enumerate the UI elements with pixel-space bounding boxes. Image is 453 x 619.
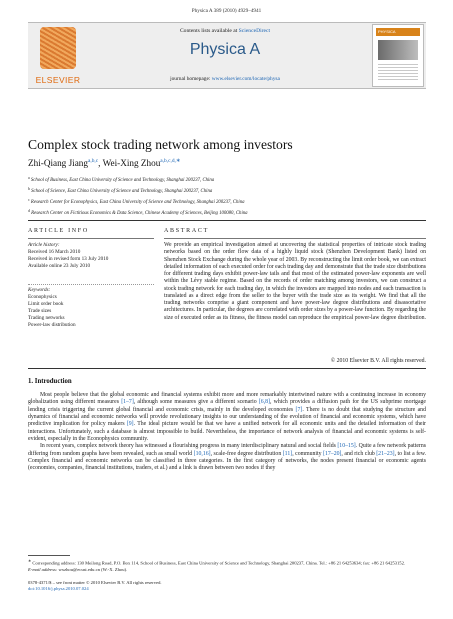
author-separator: , bbox=[98, 158, 103, 168]
article-title: Complex stock trading network among investors bbox=[28, 137, 293, 152]
paragraph-text: , and rich club bbox=[341, 450, 377, 457]
citation-reference[interactable]: [9] bbox=[126, 421, 134, 428]
author-affiliation-marks[interactable]: a,b,c,d,∗ bbox=[160, 158, 181, 164]
affiliation-mark: a bbox=[28, 176, 30, 180]
citation-reference[interactable]: [11] bbox=[282, 450, 293, 457]
received-date: Received 16 March 2010 bbox=[28, 248, 81, 255]
revised-date: Received in revised form 13 July 2010 bbox=[28, 255, 109, 262]
contents-available-line bbox=[90, 28, 360, 34]
keyword-item: Trading networks bbox=[28, 314, 65, 321]
homepage-link[interactable]: www.elsevier.com/locate/physa bbox=[211, 76, 280, 82]
author-name: Wei-Xing Zhou bbox=[102, 158, 161, 168]
affiliation-text: Research Center for Econophysics, East China University of Science and Technology, Shanghai 200237, China bbox=[30, 200, 245, 205]
paragraph-text: , community bbox=[292, 450, 324, 457]
footnote-divider bbox=[28, 555, 70, 556]
citation-reference[interactable]: [10,16] bbox=[193, 450, 211, 457]
affiliation-item bbox=[28, 196, 428, 207]
paragraph-text: , which provides a diffusion path for the US subprime mortgage lending crisis triggering the current global financial and economic crisis, mainly in the developed economies bbox=[28, 399, 426, 413]
affiliations-list bbox=[28, 174, 428, 218]
author-name: Zhi-Qiang Jiang bbox=[28, 158, 88, 168]
keyword-item: Trade sizes bbox=[28, 307, 52, 314]
elsevier-logo bbox=[30, 24, 86, 87]
citation-reference[interactable]: [6,8] bbox=[258, 399, 270, 406]
journal-title: Physica A bbox=[189, 41, 261, 58]
paragraph-text: In recent years, complex network theory has witnessed a flourishing progress in many interdisciplinary natural and social fields bbox=[40, 443, 338, 450]
affiliation-item bbox=[28, 174, 428, 185]
sciencedirect-link[interactable]: ScienceDirect bbox=[238, 28, 271, 34]
divider bbox=[28, 284, 154, 285]
citation-reference[interactable]: [21–23] bbox=[376, 450, 395, 457]
affiliation-item bbox=[28, 185, 428, 196]
paragraph-text: Most people believe that the global economic and financial systems exhibit more and more remarkably intertwined nature with a continuing increase in economy globalization using different measures bbox=[28, 392, 426, 406]
paragraph-text: . The ideal picture would be that we have a unified network for all economic units and the detailed information of their interactions. Unfortunately, such a database is almost impossible to build. Nevertheless, the importance of network analysis of financial and economic systems is self-evident, especially in the Econophysics community. bbox=[28, 421, 426, 443]
affiliation-mark: d bbox=[28, 209, 30, 213]
journal-citation: Physica A 389 (2010) 4929–4941 bbox=[191, 8, 262, 14]
keywords-label: Keywords: bbox=[28, 287, 51, 293]
citation-reference[interactable]: [1–7] bbox=[121, 399, 134, 406]
corresponding-author-footnote bbox=[28, 558, 426, 573]
cover-text-lines bbox=[378, 64, 418, 82]
keyword-item: Power-law distribution bbox=[28, 321, 76, 328]
article-history bbox=[28, 242, 154, 270]
paragraph-text: , although some measures give a different scenario bbox=[133, 399, 259, 406]
author-line bbox=[28, 158, 428, 168]
paragraph-text: , to list a few. Complex financial and economic networks can be classified in three categories. In the first category of networks, the nodes present financial or economic agents (economies, companies, financial institutions, traders, et al.) and a link is drawn between two nodes if they bbox=[28, 450, 427, 472]
affiliation-mark: c bbox=[28, 198, 30, 202]
journal-cover-thumbnail bbox=[372, 24, 424, 87]
affiliation-text: School of Business, East China University of Science and Technology, Shanghai 200237, China bbox=[30, 178, 215, 183]
affiliation-text: School of Science, East China University of Science and Technology, Shanghai 200237, China bbox=[31, 189, 213, 194]
author-affiliation-marks[interactable]: a,b,c bbox=[87, 158, 99, 164]
journal-homepage-line bbox=[90, 76, 360, 82]
paragraph-text: . Quite a few network patterns differing from random graphs have been revealed, such as small world bbox=[28, 443, 426, 457]
keyword-item: Limit order book bbox=[28, 300, 64, 307]
abstract-heading: ABSTRACT bbox=[164, 228, 209, 234]
paragraph bbox=[28, 392, 426, 443]
divider bbox=[164, 238, 426, 239]
homepage-prefix: journal homepage: bbox=[170, 76, 212, 82]
cover-image bbox=[378, 40, 418, 60]
footnote-text: Corresponding address: 130 Meilong Road, P.O. Box 114, School of Business, East China University of Science and Technology, Shanghai 200237, China. Tel.: +86 21 64253634; fax: +86 21 64253152. bbox=[32, 560, 406, 566]
keyword-item: Econophysics bbox=[28, 293, 57, 300]
history-label: Article history: bbox=[28, 242, 60, 248]
cover-label: PHYSICA bbox=[378, 29, 396, 34]
elsevier-tree-icon bbox=[40, 27, 76, 69]
divider bbox=[28, 368, 426, 369]
introduction-body bbox=[28, 392, 426, 473]
divider bbox=[28, 220, 426, 221]
footnote-mark: ∗ bbox=[28, 559, 32, 563]
paragraph bbox=[28, 443, 426, 472]
abstract-text: We provide an empirical investigation aimed at uncovering the statistical properties of intricate stock trading networks based on the order flow data of a highly liquid stock (Shenzhen Development Bank) listed on Shenzhen Stock Exchange during the whole year of 2003. By reconstructing the limit order book, we can extract detailed information of each executed order for each trading day and demonstrate that the trade size distributions for different trading days exhibit power-law tails and that most of the estimated power-law exponents are well within the Lévy stable regime. Based on the records of order matching among investors, we can construct a stock trading network for each trading day, in which the investors are mapped into nodes and each transaction is translated as a direct edge from the seller to the buyer with the trade size as its weight. We find that all the trading networks comprise a giant component and have power-law degree distributions and disassortative architectures. In particular, the degrees are correlated with order sizes by a power-law function. By regarding the size of executed order as its fitness, the fitness model can reproduce the empirical power-law degree distribution. bbox=[164, 242, 426, 321]
elsevier-wordmark: ELSEVIER bbox=[35, 75, 81, 85]
affiliation-text: Research Center on Fictitious Economics & Data Science, Chinese Academy of Sciences, Beijing 100080, China bbox=[31, 211, 248, 216]
doi-link[interactable]: doi:10.1016/j.physa.2010.07.024 bbox=[28, 586, 89, 592]
section-heading-introduction: 1. Introduction bbox=[28, 378, 72, 385]
paragraph-text: . There is no doubt that studying the structure and dynamics of financial and economic networks will provide revolutionary insights to our understanding of the evolution of financial and economic systems, which have predictive implication for policy makers bbox=[28, 406, 426, 428]
divider bbox=[28, 238, 154, 239]
online-date: Available online 23 July 2010 bbox=[28, 262, 91, 269]
citation-reference[interactable]: [7] bbox=[295, 406, 303, 413]
paragraph-text: , scale-free degree distribution bbox=[210, 450, 283, 457]
affiliation-mark: b bbox=[28, 187, 30, 191]
email-address[interactable]: wxzhou@ecust.edu.cn (W.-X. Zhou). bbox=[58, 566, 128, 572]
citation-reference[interactable]: [17–20] bbox=[323, 450, 342, 457]
email-label: E-mail address: bbox=[28, 566, 58, 572]
contents-prefix: Contents lists available at bbox=[179, 28, 239, 34]
issn-line: 0378-4371/$ – see front matter © 2010 Elsevier B.V. All rights reserved. bbox=[28, 580, 162, 585]
affiliation-item bbox=[28, 207, 428, 218]
citation-reference[interactable]: [10–15] bbox=[337, 443, 356, 450]
issn-block bbox=[28, 580, 426, 593]
abstract-copyright: © 2010 Elsevier B.V. All rights reserved. bbox=[330, 358, 426, 364]
keywords-block bbox=[28, 287, 154, 328]
article-info-heading: ARTICLE INFO bbox=[28, 228, 89, 234]
